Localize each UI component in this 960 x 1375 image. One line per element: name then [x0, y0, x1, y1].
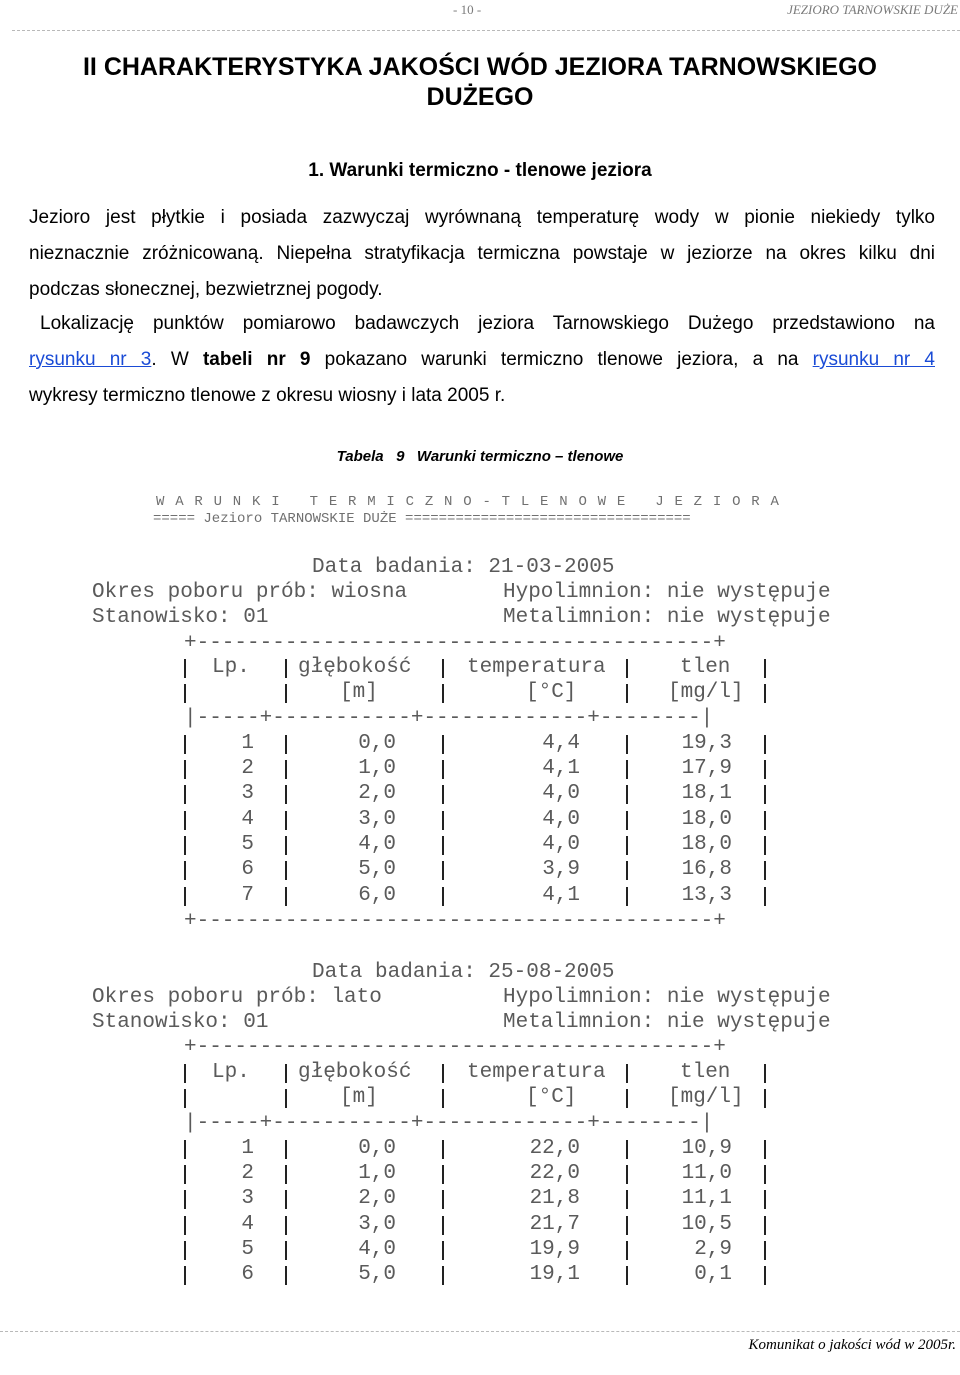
cell-temp: 4,1 — [542, 757, 580, 781]
column-separator — [442, 861, 444, 880]
block-2-top-border: +-----------------------------------------+ — [184, 1036, 726, 1059]
paragraph-1 — [29, 200, 935, 308]
unit-oxygen: [mg/l] — [668, 681, 744, 705]
link-figure-3[interactable]: rysunku nr 3 — [29, 349, 152, 370]
column-separator — [285, 659, 287, 678]
cell-oxygen: 16,8 — [681, 858, 732, 882]
column-separator — [626, 785, 628, 804]
header-depth: głębokość — [298, 1061, 412, 1084]
column-separator — [442, 836, 444, 855]
table-divider: |-----+-----------+-------------+--------| — [184, 706, 714, 730]
column-separator — [626, 659, 628, 678]
column-separator — [442, 1190, 444, 1209]
footer-divider — [0, 1331, 960, 1332]
header-divider — [12, 30, 960, 31]
column-separator — [442, 1216, 444, 1235]
column-separator — [764, 811, 766, 830]
column-separator — [285, 684, 287, 703]
cell-temp: 4,0 — [542, 807, 580, 831]
paragraph-2 — [40, 306, 935, 342]
cell-lp: 1 — [241, 731, 254, 755]
block-1-metalimnion: Metalimnion: nie występuje — [503, 606, 831, 629]
header-oxygen: tlen — [680, 656, 731, 679]
column-separator — [764, 887, 766, 906]
cell-oxygen: 10,9 — [681, 1136, 732, 1160]
cell-depth: 1,0 — [358, 757, 396, 781]
table-row — [184, 732, 764, 757]
column-separator — [184, 1064, 186, 1083]
cell-temp: 22,0 — [529, 1136, 580, 1160]
column-separator — [764, 785, 766, 804]
cell-lp: 7 — [241, 883, 254, 907]
column-separator — [626, 1089, 628, 1108]
table-header-row — [184, 1061, 764, 1086]
column-separator — [626, 811, 628, 830]
unit-temp: [°C] — [526, 681, 577, 705]
cell-oxygen: 2,9 — [694, 1238, 732, 1262]
column-separator — [184, 735, 186, 754]
column-separator — [184, 811, 186, 830]
paragraph-2-line-3 — [29, 378, 935, 414]
column-separator — [442, 1165, 444, 1184]
table-row — [184, 1162, 764, 1187]
table-divider: |-----+-----------+-------------+--------| — [184, 1111, 714, 1135]
table-row — [184, 858, 764, 883]
table-units-row — [184, 1086, 764, 1111]
column-separator — [285, 1216, 287, 1235]
cell-depth: 2,0 — [358, 1187, 396, 1211]
unit-oxygen: [mg/l] — [668, 1086, 744, 1110]
cell-depth: 5,0 — [358, 858, 396, 882]
column-separator — [285, 1165, 287, 1184]
cell-oxygen: 11,1 — [681, 1187, 732, 1211]
column-separator — [764, 1064, 766, 1083]
column-separator — [626, 1064, 628, 1083]
column-separator — [626, 887, 628, 906]
column-separator — [442, 1266, 444, 1285]
column-separator — [184, 1241, 186, 1260]
cell-lp: 2 — [241, 1162, 254, 1186]
block-2-table — [184, 1061, 764, 1289]
block-1-top-border: +-----------------------------------------+ — [184, 632, 726, 655]
column-separator — [626, 1190, 628, 1209]
cell-oxygen: 0,1 — [694, 1263, 732, 1287]
cell-oxygen: 18,0 — [681, 807, 732, 831]
block-1-station: Stanowisko: 01 — [92, 606, 269, 629]
cell-oxygen: 18,0 — [681, 833, 732, 857]
column-separator — [184, 1165, 186, 1184]
column-separator — [285, 1190, 287, 1209]
column-separator — [764, 1241, 766, 1260]
table-row — [184, 757, 764, 782]
cell-temp: 4,0 — [542, 782, 580, 806]
section-heading: 1. Warunki termiczno - tlenowe jeziora — [308, 160, 652, 181]
block-1-period: Okres poboru prób: wiosna — [92, 581, 408, 604]
column-separator — [442, 785, 444, 804]
cell-oxygen: 13,3 — [681, 883, 732, 907]
column-separator — [442, 1140, 444, 1159]
cell-lp: 5 — [241, 833, 254, 857]
running-header-title: JEZIORO TARNOWSKIE DUŻE — [787, 2, 958, 17]
column-separator — [442, 735, 444, 754]
column-separator — [285, 1089, 287, 1108]
paragraph-1-line-2: nieznacznie zróżnicowaną. Niepełna stratyfikacja termiczna powstaje w jeziorze na okres kilku dni — [29, 243, 935, 264]
column-separator — [442, 1241, 444, 1260]
header-oxygen: tlen — [680, 1061, 731, 1084]
block-2-hypolimnion: Hypolimnion: nie występuje — [503, 986, 831, 1009]
cell-lp: 6 — [241, 858, 254, 882]
column-separator — [764, 1140, 766, 1159]
column-separator — [285, 836, 287, 855]
cell-depth: 5,0 — [358, 1263, 396, 1287]
unit-depth: [m] — [340, 1086, 378, 1110]
column-separator — [285, 1064, 287, 1083]
cell-temp: 4,1 — [542, 883, 580, 907]
paragraph-2-line-3-text: wykresy termiczno tlenowe z okresu wiosny i lata 2005 r. — [29, 385, 506, 406]
paragraph-2-line-1: Lokalizację punktów pomiarowo badawczych jeziora Tarnowskiego Dużego przedstawiono na — [40, 313, 935, 334]
header-lp: Lp. — [212, 656, 250, 679]
main-title-line-1: II CHARAKTERYSTYKA JAKOŚCI WÓD JEZIORA TARNOWSKIEGO — [82, 53, 877, 81]
block-2-date: Data badania: 25-08-2005 — [312, 961, 615, 984]
cell-temp: 22,0 — [529, 1162, 580, 1186]
column-separator — [764, 861, 766, 880]
column-separator — [626, 1216, 628, 1235]
column-separator — [626, 861, 628, 880]
header-lp: Lp. — [212, 1061, 250, 1084]
paragraph-1-line-1: Jezioro jest płytkie i posiada zazwyczaj wyrównaną temperaturę wody w pionie niekiedy tylko — [29, 207, 935, 228]
column-separator — [184, 836, 186, 855]
paragraph-1-line-3: podczas słonecznej, bezwietrznej pogody. — [29, 279, 383, 300]
cell-depth: 1,0 — [358, 1162, 396, 1186]
table-units-row — [184, 681, 764, 706]
footer-text: Komunikat o jakości wód w 2005r. — [748, 1337, 956, 1353]
column-separator — [285, 735, 287, 754]
paragraph-2-text-a: . W — [151, 349, 203, 370]
column-separator — [285, 861, 287, 880]
cell-oxygen: 10,5 — [681, 1212, 732, 1236]
column-separator — [626, 836, 628, 855]
table-row — [184, 833, 764, 858]
printout-title: W A R U N K I T E R M I C Z N O - T L E N O W E J E Z I O R A — [156, 494, 781, 510]
column-separator — [285, 785, 287, 804]
column-separator — [442, 811, 444, 830]
cell-oxygen: 19,3 — [681, 731, 732, 755]
table-row — [184, 1238, 764, 1263]
column-separator — [626, 1140, 628, 1159]
header-temp: temperatura — [467, 656, 606, 679]
table-row — [184, 1137, 764, 1162]
column-separator — [764, 684, 766, 703]
column-separator — [442, 684, 444, 703]
column-separator — [184, 1190, 186, 1209]
cell-temp: 4,4 — [542, 731, 580, 755]
cell-depth: 3,0 — [358, 1212, 396, 1236]
block-1-hypolimnion: Hypolimnion: nie występuje — [503, 581, 831, 604]
table-caption: Tabela 9 Warunki termiczno – tlenowe — [336, 448, 624, 465]
table-row — [184, 1263, 764, 1288]
column-separator — [626, 735, 628, 754]
cell-depth: 2,0 — [358, 782, 396, 806]
table-header-row — [184, 656, 764, 681]
cell-lp: 4 — [241, 1212, 254, 1236]
column-separator — [626, 1165, 628, 1184]
column-separator — [285, 1266, 287, 1285]
column-separator — [626, 684, 628, 703]
cell-lp: 4 — [241, 807, 254, 831]
column-separator — [764, 1216, 766, 1235]
cell-depth: 4,0 — [358, 833, 396, 857]
table-row — [184, 808, 764, 833]
column-separator — [442, 760, 444, 779]
column-separator — [285, 760, 287, 779]
column-separator — [184, 1266, 186, 1285]
cell-lp: 1 — [241, 1136, 254, 1160]
column-separator — [764, 1165, 766, 1184]
column-separator — [764, 1266, 766, 1285]
block-2-period: Okres poboru prób: lato — [92, 986, 382, 1009]
printout-subtitle: ===== Jezioro TARNOWSKIE DUŻE ================================== — [153, 511, 691, 527]
block-2-station: Stanowisko: 01 — [92, 1011, 269, 1034]
column-separator — [184, 887, 186, 906]
block-1-bottom-border: +-----------------------------------------+ — [184, 910, 726, 933]
unit-temp: [°C] — [526, 1086, 577, 1110]
paragraph-2-line-2 — [29, 342, 935, 378]
block-1-date: Data badania: 21-03-2005 — [312, 556, 615, 579]
column-separator — [764, 760, 766, 779]
column-separator — [442, 1064, 444, 1083]
cell-temp: 21,7 — [529, 1212, 580, 1236]
column-separator — [285, 811, 287, 830]
column-separator — [442, 659, 444, 678]
cell-lp: 3 — [241, 782, 254, 806]
table-row — [184, 782, 764, 807]
column-separator — [285, 1241, 287, 1260]
column-separator — [764, 1190, 766, 1209]
cell-depth: 0,0 — [358, 1136, 396, 1160]
link-figure-4[interactable]: rysunku nr 4 — [812, 349, 935, 370]
cell-oxygen: 11,0 — [681, 1162, 732, 1186]
table-row — [184, 1213, 764, 1238]
paragraph-2-text-b: pokazano warunki termiczno tlenowe jeziora, a na — [310, 349, 813, 370]
column-separator — [626, 1266, 628, 1285]
column-separator — [764, 735, 766, 754]
cell-oxygen: 18,1 — [681, 782, 732, 806]
cell-lp: 3 — [241, 1187, 254, 1211]
column-separator — [285, 887, 287, 906]
cell-temp: 19,1 — [529, 1263, 580, 1287]
column-separator — [285, 1140, 287, 1159]
table-row — [184, 884, 764, 909]
column-separator — [184, 1216, 186, 1235]
column-separator — [184, 659, 186, 678]
cell-temp: 4,0 — [542, 833, 580, 857]
block-1-table — [184, 656, 764, 909]
cell-lp: 2 — [241, 757, 254, 781]
block-2-metalimnion: Metalimnion: nie występuje — [503, 1011, 831, 1034]
cell-lp: 5 — [241, 1238, 254, 1262]
column-separator — [184, 785, 186, 804]
column-separator — [764, 659, 766, 678]
column-separator — [184, 760, 186, 779]
table-divider-row — [184, 707, 764, 732]
column-separator — [184, 861, 186, 880]
cell-oxygen: 17,9 — [681, 757, 732, 781]
header-depth: głębokość — [298, 656, 412, 679]
cell-temp: 21,8 — [529, 1187, 580, 1211]
column-separator — [442, 887, 444, 906]
cell-depth: 3,0 — [358, 807, 396, 831]
cell-temp: 3,9 — [542, 858, 580, 882]
column-separator — [764, 1089, 766, 1108]
column-separator — [184, 1089, 186, 1108]
header-temp: temperatura — [467, 1061, 606, 1084]
page-number: - 10 - — [453, 2, 482, 17]
column-separator — [184, 1140, 186, 1159]
unit-depth: [m] — [340, 681, 378, 705]
cell-depth: 4,0 — [358, 1238, 396, 1262]
cell-lp: 6 — [241, 1263, 254, 1287]
cell-depth: 0,0 — [358, 731, 396, 755]
cell-depth: 6,0 — [358, 883, 396, 907]
main-title-line-2: DUŻEGO — [426, 83, 534, 111]
table-divider-row — [184, 1112, 764, 1137]
column-separator — [626, 760, 628, 779]
column-separator — [764, 836, 766, 855]
column-separator — [184, 684, 186, 703]
cell-temp: 19,9 — [529, 1238, 580, 1262]
column-separator — [626, 1241, 628, 1260]
table-row — [184, 1187, 764, 1212]
column-separator — [442, 1089, 444, 1108]
table-reference: tabeli nr 9 — [202, 349, 311, 370]
